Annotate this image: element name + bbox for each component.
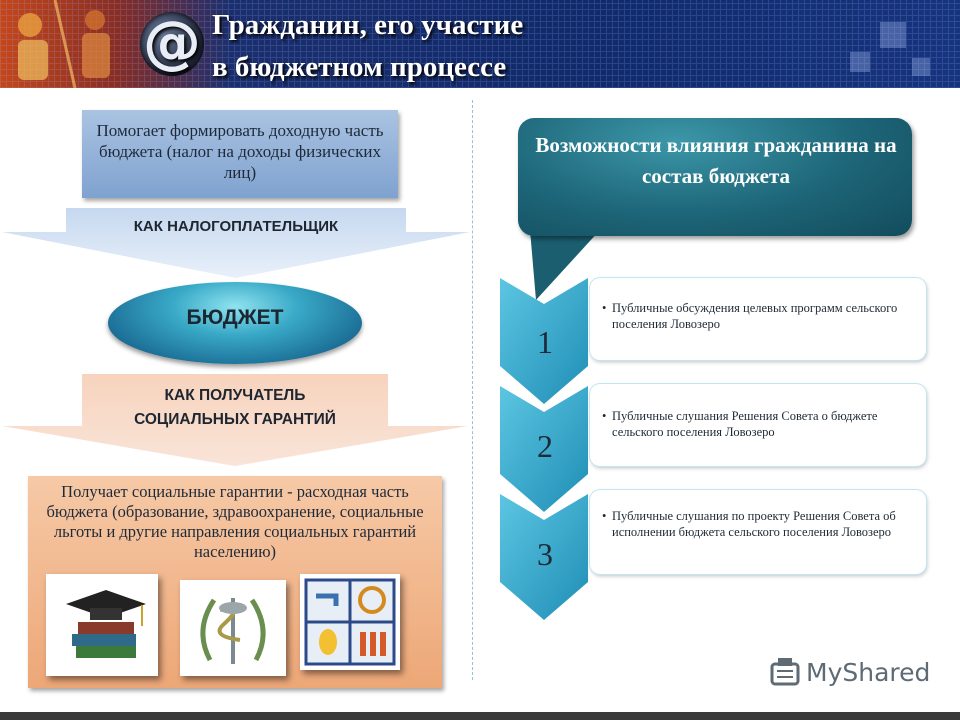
step-text-1: • Публичные обсуждения целевых программ сельского поселения Ловозеро bbox=[602, 301, 898, 331]
step-number-3: 3 bbox=[537, 536, 553, 572]
recipient-description: Получает социальные гарантии - расходная часть бюджета (образование, здравоохранение, социальные льготы и другие направления социальных гарантий населению) bbox=[46, 482, 424, 561]
at-sign-icon: @ bbox=[143, 8, 201, 76]
step-text-3: • Публичные слушания по проекту Решения Совета об исполнении бюджета сельского поселения Ловозеро bbox=[602, 509, 896, 539]
step-text-1-content: Публичные обсуждения целевых программ сельского поселения Ловозеро bbox=[612, 301, 898, 331]
influence-callout-text: Возможности влияния гражданина на состав бюджета bbox=[535, 133, 897, 188]
taxpayer-description: Помогает формировать доходную часть бюджета (налог на доходы физических лиц) bbox=[96, 121, 384, 182]
recipient-arrow-line-2: СОЦИАЛЬНЫХ ГАРАНТИЙ bbox=[134, 411, 336, 428]
graduation-cap-books-icon bbox=[46, 574, 158, 676]
decorative-figures-icon bbox=[0, 0, 150, 88]
recipient-arrow-label bbox=[82, 384, 388, 432]
utilities-icon bbox=[300, 574, 400, 670]
taxpayer-description-box bbox=[82, 110, 398, 198]
column-divider bbox=[472, 100, 473, 680]
healthcare-card bbox=[180, 580, 286, 676]
footer-bar bbox=[0, 712, 960, 720]
recipient-arrow-line-1: КАК ПОЛУЧАТЕЛЬ bbox=[164, 387, 306, 404]
caduceus-laurel-icon bbox=[180, 580, 286, 676]
utilities-card bbox=[300, 574, 400, 670]
title-line-1: Гражданин, его участие bbox=[212, 9, 524, 41]
watermark-text: MyShared bbox=[806, 658, 931, 687]
step-number-2: 2 bbox=[537, 428, 553, 464]
title-line-2: в бюджетном процессе bbox=[212, 51, 507, 83]
education-card bbox=[46, 574, 158, 676]
step-number-1: 1 bbox=[537, 324, 553, 360]
watermark-logo-icon bbox=[768, 656, 804, 690]
step-text-3-content: Публичные слушания по проекту Решения Совета об исполнении бюджета сельского поселения Ловозеро bbox=[612, 509, 896, 539]
page-title bbox=[212, 4, 912, 88]
step-text-2-content: Публичные слушания Решения Совета о бюджете сельского поселения Ловозеро bbox=[612, 409, 878, 439]
step-text-2: • Публичные слушания Решения Совета о бюджете сельского поселения Ловозеро bbox=[602, 409, 878, 439]
taxpayer-arrow-label: КАК НАЛОГОПЛАТЕЛЬЩИК bbox=[133, 218, 339, 235]
budget-label: БЮДЖЕТ bbox=[186, 306, 284, 329]
